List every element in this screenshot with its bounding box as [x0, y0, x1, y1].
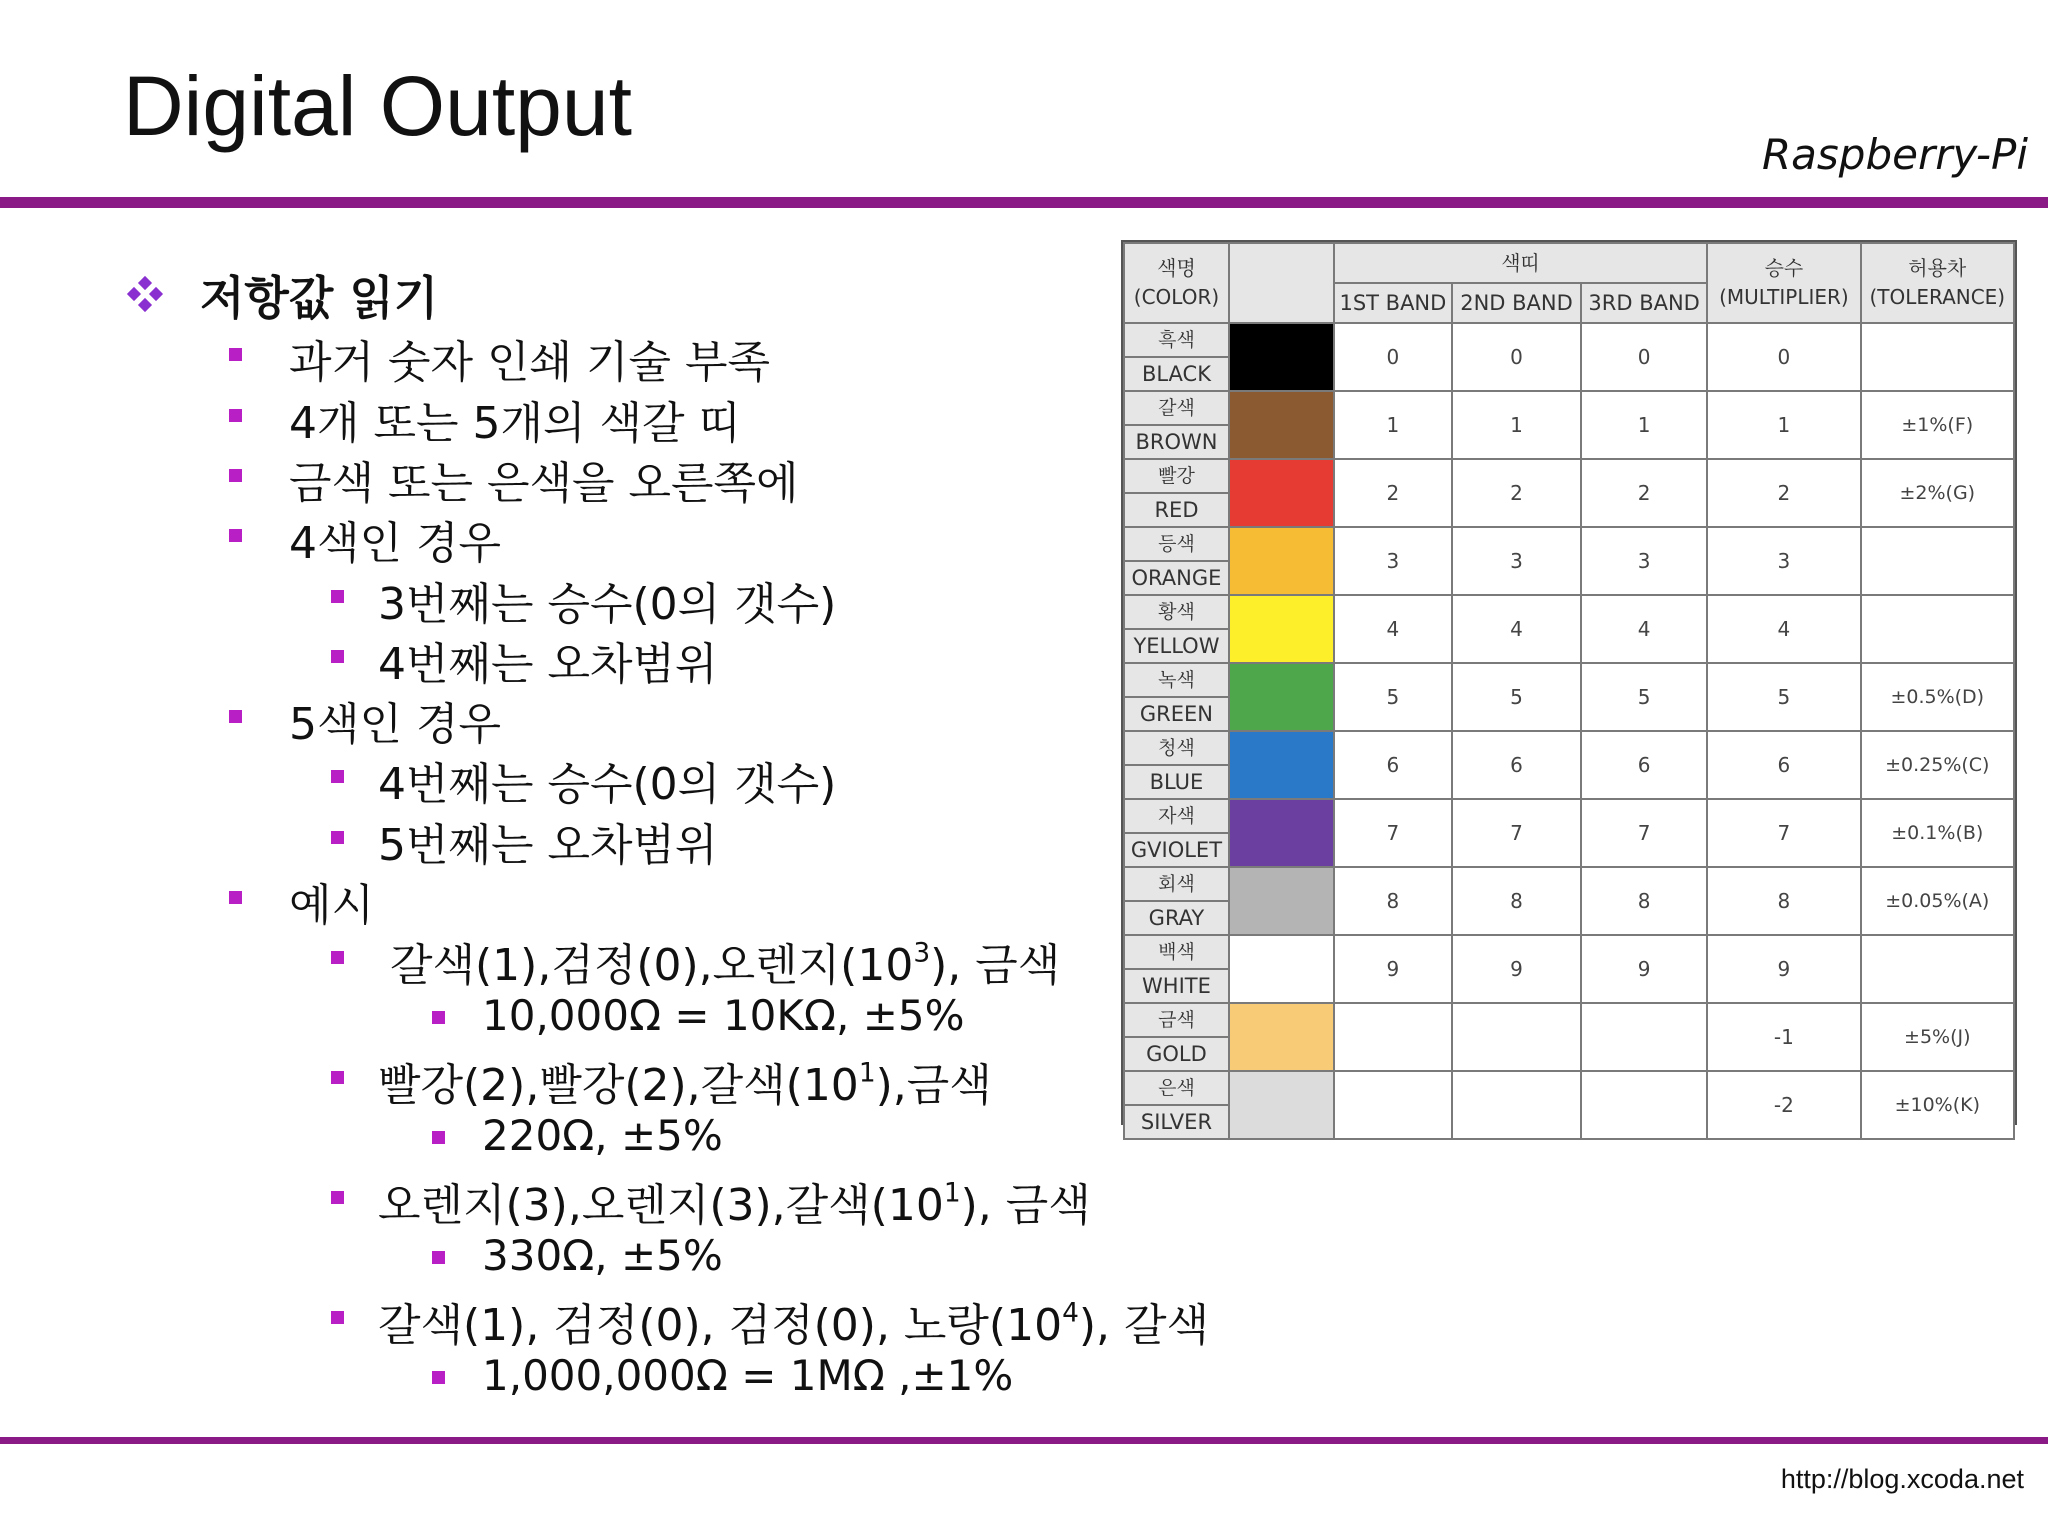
band-value-cell	[1452, 1003, 1581, 1071]
table-row	[1124, 731, 2014, 799]
table-row	[1124, 935, 2014, 1003]
color-name-cell	[1124, 323, 1229, 391]
square-bullet-icon	[229, 409, 242, 422]
tolerance-cell: ±1%(F)	[1861, 391, 2014, 459]
color-name-english: WHITE	[1142, 974, 1211, 998]
header-multiplier: 승수 (MULTIPLIER)	[1707, 243, 1860, 323]
band-value-cell: 8	[1334, 867, 1452, 935]
band-value-cell	[1334, 1071, 1452, 1139]
tolerance-cell	[1861, 527, 2014, 595]
square-bullet-icon	[229, 891, 242, 904]
color-swatch	[1229, 595, 1334, 663]
square-bullet-icon	[331, 1191, 344, 1204]
tolerance-cell: ±5%(J)	[1861, 1003, 2014, 1071]
square-bullet-icon	[331, 1311, 344, 1324]
example-result: 330Ω, ±5%	[482, 1231, 723, 1280]
table-row	[1124, 391, 2014, 459]
color-swatch	[1229, 323, 1334, 391]
table-row	[1124, 799, 2014, 867]
square-bullet-icon	[331, 1071, 344, 1084]
square-bullet-icon	[331, 831, 344, 844]
square-bullet-icon	[432, 1251, 445, 1264]
example-result: 220Ω, ±5%	[482, 1111, 723, 1160]
table-row	[1124, 595, 2014, 663]
band-value-cell: 2	[1581, 459, 1707, 527]
band-value-cell: 4	[1334, 595, 1452, 663]
table-row	[1124, 527, 2014, 595]
tolerance-cell: ±2%(G)	[1861, 459, 2014, 527]
square-bullet-icon	[229, 529, 242, 542]
color-name-korean: 빨강	[1125, 460, 1228, 494]
slide-subtitle: Raspberry-Pi	[1761, 130, 2028, 179]
table-row	[1124, 663, 2014, 731]
square-bullet-icon	[331, 590, 344, 603]
color-name-english: GRAY	[1148, 906, 1205, 930]
bullet-item: 금색 또는 은색을 오른쪽에	[289, 458, 799, 509]
example-result: 10,000Ω = 10KΩ, ±5%	[482, 991, 965, 1040]
slide-title: Digital Output	[123, 59, 632, 153]
color-swatch	[1229, 391, 1334, 459]
bullet-item: 5색인 경우	[289, 699, 501, 750]
example-line: 빨강(2),빨강(2),갈색$(10^1)$,금색	[378, 1057, 992, 1111]
band-value-cell: 1	[1452, 391, 1581, 459]
table-row	[1124, 867, 2014, 935]
square-bullet-icon	[229, 469, 242, 482]
multiplier-cell: 0	[1707, 323, 1860, 391]
color-name-english: BLUE	[1149, 770, 1204, 794]
color-name-english: GVIOLET	[1130, 838, 1223, 862]
table-row	[1124, 459, 2014, 527]
color-name-cell	[1124, 867, 1229, 935]
band-value-cell: 2	[1334, 459, 1452, 527]
color-name-english: RED	[1154, 498, 1199, 522]
table-row	[1124, 323, 2014, 391]
color-name-korean: 회색	[1125, 868, 1228, 902]
tolerance-cell: ±0.1%(B)	[1861, 799, 2014, 867]
multiplier-cell: 7	[1707, 799, 1860, 867]
bullet-subitem: 5번째는 오차범위	[378, 820, 718, 871]
bullet-item: 과거 숫자 인쇄 기술 부족	[289, 337, 770, 388]
example-line: 갈색(1), 검정(0), 검정(0), 노랑$(10^4)$, 갈색	[378, 1297, 1210, 1351]
tolerance-cell	[1861, 595, 2014, 663]
color-name-cell	[1124, 799, 1229, 867]
color-name-cell	[1124, 935, 1229, 1003]
band-value-cell: 6	[1334, 731, 1452, 799]
example-result: 1,000,000Ω = 1MΩ ,±1%	[482, 1351, 1014, 1400]
color-name-english: BLACK	[1141, 362, 1211, 386]
diamond-bullet-icon	[125, 274, 165, 314]
square-bullet-icon	[229, 710, 242, 723]
color-name-korean: 백색	[1125, 936, 1228, 970]
color-name-korean: 금색	[1125, 1004, 1228, 1038]
color-name-english: GOLD	[1146, 1042, 1207, 1066]
color-swatch	[1229, 459, 1334, 527]
color-name-english: GREEN	[1139, 702, 1214, 726]
band-value-cell: 7	[1334, 799, 1452, 867]
band-value-cell: 8	[1581, 867, 1707, 935]
color-name-korean: 흑색	[1125, 324, 1228, 358]
example-line: 갈색(1),검정(0),오렌지$(10^3)$, 금색	[390, 937, 1061, 991]
band-value-cell: 1	[1334, 391, 1452, 459]
color-swatch	[1229, 867, 1334, 935]
color-name-english: SILVER	[1140, 1110, 1213, 1134]
band-value-cell: 1	[1581, 391, 1707, 459]
header-band3: 3RD BAND	[1581, 283, 1707, 323]
band-value-cell: 6	[1452, 731, 1581, 799]
color-name-korean: 황색	[1125, 596, 1228, 630]
tolerance-cell: ±10%(K)	[1861, 1071, 2014, 1139]
bullet-subitem: 3번째는 승수(0의 갯수)	[378, 579, 837, 630]
band-value-cell: 9	[1452, 935, 1581, 1003]
band-value-cell: 0	[1581, 323, 1707, 391]
band-value-cell: 9	[1334, 935, 1452, 1003]
table-row	[1124, 1003, 2014, 1071]
color-name-english: ORANGE	[1131, 566, 1222, 590]
band-value-cell: 3	[1452, 527, 1581, 595]
multiplier-cell: 3	[1707, 527, 1860, 595]
multiplier-cell: 1	[1707, 391, 1860, 459]
color-name-korean: 녹색	[1125, 664, 1228, 698]
bottom-divider	[0, 1437, 2048, 1444]
bullet-item: 4개 또는 5개의 색갈 띠	[289, 398, 741, 449]
top-divider	[0, 197, 2048, 208]
color-name-cell	[1124, 527, 1229, 595]
table-row	[1124, 1071, 2014, 1139]
color-name-cell	[1124, 731, 1229, 799]
color-name-cell	[1124, 391, 1229, 459]
multiplier-cell: 8	[1707, 867, 1860, 935]
band-value-cell: 7	[1581, 799, 1707, 867]
footer-url: http://blog.xcoda.net	[1780, 1464, 2024, 1494]
band-value-cell: 2	[1452, 459, 1581, 527]
band-value-cell: 0	[1334, 323, 1452, 391]
example-line: 오렌지(3),오렌지(3),갈색$(10^1)$, 금색	[378, 1177, 1091, 1231]
square-bullet-icon	[432, 1371, 445, 1384]
multiplier-cell: -1	[1707, 1003, 1860, 1071]
color-name-cell	[1124, 595, 1229, 663]
tolerance-cell: ±0.5%(D)	[1861, 663, 2014, 731]
tolerance-cell	[1861, 323, 2014, 391]
color-name-korean: 자색	[1125, 800, 1228, 834]
color-name-korean: 은색	[1125, 1072, 1228, 1106]
multiplier-cell: 9	[1707, 935, 1860, 1003]
multiplier-cell: -2	[1707, 1071, 1860, 1139]
color-swatch	[1229, 731, 1334, 799]
header-band1: 1ST BAND	[1334, 283, 1452, 323]
multiplier-cell: 4	[1707, 595, 1860, 663]
bullet-subitem: 4번째는 오차범위	[378, 639, 718, 690]
color-name-cell	[1124, 663, 1229, 731]
bullet-subitem: 4번째는 승수(0의 갯수)	[378, 759, 837, 810]
square-bullet-icon	[331, 951, 344, 964]
color-swatch	[1229, 1071, 1334, 1139]
band-value-cell	[1334, 1003, 1452, 1071]
resistor-color-table	[1121, 240, 2017, 1134]
color-name-korean: 청색	[1125, 732, 1228, 766]
color-swatch	[1229, 1003, 1334, 1071]
color-name-cell	[1124, 1071, 1229, 1139]
square-bullet-icon	[331, 650, 344, 663]
band-value-cell: 4	[1452, 595, 1581, 663]
band-value-cell: 3	[1334, 527, 1452, 595]
band-value-cell	[1452, 1071, 1581, 1139]
band-value-cell: 6	[1581, 731, 1707, 799]
multiplier-cell: 2	[1707, 459, 1860, 527]
header-band-group: 색띠	[1334, 243, 1707, 283]
multiplier-cell: 5	[1707, 663, 1860, 731]
color-swatch	[1229, 663, 1334, 731]
band-value-cell: 8	[1452, 867, 1581, 935]
header-color: 색명 (COLOR)	[1124, 243, 1229, 323]
multiplier-cell: 6	[1707, 731, 1860, 799]
tolerance-cell	[1861, 935, 2014, 1003]
color-swatch	[1229, 527, 1334, 595]
square-bullet-icon	[331, 770, 344, 783]
header-band2: 2ND BAND	[1452, 283, 1581, 323]
color-name-korean: 갈색	[1125, 392, 1228, 426]
header-swatch	[1229, 243, 1334, 323]
band-value-cell: 5	[1581, 663, 1707, 731]
band-value-cell: 5	[1452, 663, 1581, 731]
bullet-item: 4색인 경우	[289, 518, 501, 569]
square-bullet-icon	[229, 348, 242, 361]
band-value-cell	[1581, 1071, 1707, 1139]
band-value-cell: 5	[1334, 663, 1452, 731]
color-name-cell	[1124, 1003, 1229, 1071]
color-swatch	[1229, 799, 1334, 867]
color-name-korean: 등색	[1125, 528, 1228, 562]
band-value-cell	[1581, 1003, 1707, 1071]
band-value-cell: 3	[1581, 527, 1707, 595]
square-bullet-icon	[432, 1131, 445, 1144]
square-bullet-icon	[432, 1011, 445, 1024]
bullet-item: 예시	[289, 880, 375, 931]
tolerance-cell: ±0.05%(A)	[1861, 867, 2014, 935]
band-value-cell: 9	[1581, 935, 1707, 1003]
band-value-cell: 7	[1452, 799, 1581, 867]
band-value-cell: 4	[1581, 595, 1707, 663]
color-name-english: YELLOW	[1133, 634, 1220, 658]
color-swatch	[1229, 935, 1334, 1003]
tolerance-cell: ±0.25%(C)	[1861, 731, 2014, 799]
band-value-cell: 0	[1452, 323, 1581, 391]
header-tolerance: 허용차 (TOLERANCE)	[1861, 243, 2014, 323]
bullet-heading: 저항값 읽기	[200, 271, 439, 325]
color-name-cell	[1124, 459, 1229, 527]
color-name-english: BROWN	[1135, 430, 1218, 454]
